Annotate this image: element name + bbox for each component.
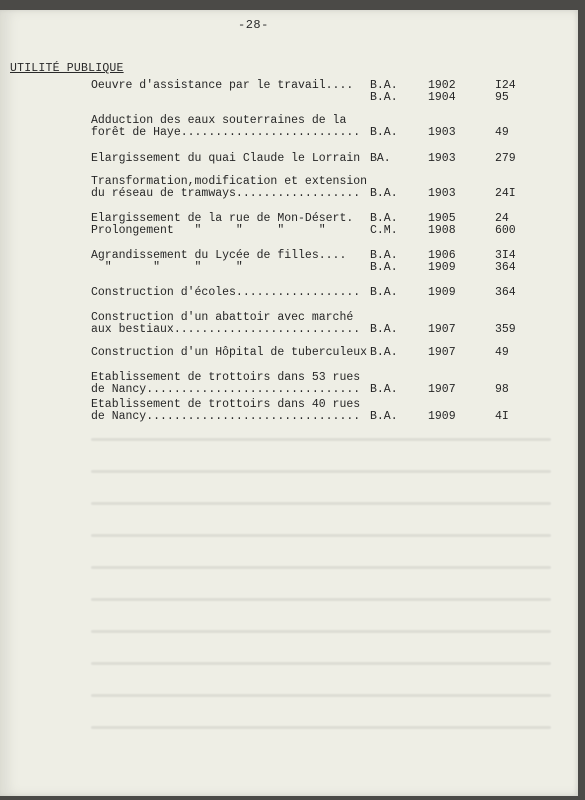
- entry-amount: 98: [495, 383, 509, 396]
- table-row: [0, 91, 578, 105]
- entry-desc: Construction d'un Hôpital de tuberculeux: [91, 346, 368, 359]
- table-row: [0, 323, 578, 337]
- entry-desc: " " " ": [91, 261, 243, 274]
- entry-desc: Elargissement de la rue de Mon-Désert.: [91, 212, 354, 225]
- bleed-through-text: [91, 438, 551, 758]
- table-row: [0, 152, 578, 166]
- entry-code: BA.: [370, 152, 391, 165]
- entry-code: B.A.: [370, 410, 398, 423]
- entry-code: B.A.: [370, 212, 398, 225]
- entry-desc: aux bestiaux...........................: [91, 323, 361, 336]
- entry-year: 1904: [428, 91, 456, 104]
- entry-amount: 364: [495, 286, 516, 299]
- entry-desc: Prolongement " " " ": [91, 224, 326, 237]
- entry-code: B.A.: [370, 346, 398, 359]
- entry-desc: Oeuvre d'assistance par le travail....: [91, 79, 354, 92]
- table-row: [0, 383, 578, 397]
- entry-desc: Construction d'écoles..................: [91, 286, 361, 299]
- entry-code: B.A.: [370, 187, 398, 200]
- entry-amount: 95: [495, 91, 509, 104]
- entry-code: C.M.: [370, 224, 398, 237]
- entry-desc: Elargissement du quai Claude le Lorrain: [91, 152, 361, 165]
- entry-year: 1907: [428, 346, 456, 359]
- entry-amount: 49: [495, 126, 509, 139]
- entry-amount: 24: [495, 212, 509, 225]
- entry-year: 1909: [428, 410, 456, 423]
- table-row: [0, 410, 578, 424]
- entry-code: B.A.: [370, 261, 398, 274]
- entry-desc: du réseau de tramways..................: [91, 187, 361, 200]
- entry-amount: 3I4: [495, 249, 516, 262]
- entry-code: B.A.: [370, 383, 398, 396]
- entry-desc: Etablissement de trottoirs dans 40 rues: [91, 398, 361, 411]
- entry-code: B.A.: [370, 79, 398, 92]
- entry-code: B.A.: [370, 286, 398, 299]
- entry-code: B.A.: [370, 126, 398, 139]
- entry-year: 1907: [428, 383, 456, 396]
- entry-year: 1903: [428, 152, 456, 165]
- entry-desc: Etablissement de trottoirs dans 53 rues: [91, 371, 361, 384]
- entry-code: B.A.: [370, 249, 398, 262]
- document-page: [0, 10, 578, 796]
- page-number: -28-: [238, 18, 269, 32]
- entry-desc: Construction d'un abattoir avec marché: [91, 311, 354, 324]
- section-heading: UTILITÉ PUBLIQUE: [10, 62, 124, 75]
- table-row: [0, 261, 578, 275]
- entry-year: 1909: [428, 286, 456, 299]
- entry-year: 1903: [428, 126, 456, 139]
- entry-amount: I24: [495, 79, 516, 92]
- entry-code: B.A.: [370, 323, 398, 336]
- entry-code: B.A.: [370, 91, 398, 104]
- entry-amount: 600: [495, 224, 516, 237]
- entry-amount: 359: [495, 323, 516, 336]
- entry-amount: 24I: [495, 187, 516, 200]
- entry-desc: de Nancy...............................: [91, 410, 361, 423]
- entry-amount: 279: [495, 152, 516, 165]
- table-row: [0, 126, 578, 140]
- entry-desc: Adduction des eaux souterraines de la: [91, 114, 347, 127]
- table-row: [0, 187, 578, 201]
- entry-year: 1908: [428, 224, 456, 237]
- entry-year: 1905: [428, 212, 456, 225]
- entry-desc: Transformation,modification et extension: [91, 175, 368, 188]
- entry-amount: 49: [495, 346, 509, 359]
- table-row: [0, 286, 578, 300]
- entry-amount: 4I: [495, 410, 509, 423]
- entry-desc: de Nancy...............................: [91, 383, 361, 396]
- table-row: [0, 224, 578, 238]
- entry-desc: Agrandissement du Lycée de filles....: [91, 249, 347, 262]
- entry-year: 1903: [428, 187, 456, 200]
- entry-year: 1909: [428, 261, 456, 274]
- entry-amount: 364: [495, 261, 516, 274]
- entry-desc: forêt de Haye..........................: [91, 126, 361, 139]
- entry-year: 1907: [428, 323, 456, 336]
- entry-year: 1906: [428, 249, 456, 262]
- entry-year: 1902: [428, 79, 456, 92]
- table-row: [0, 346, 578, 360]
